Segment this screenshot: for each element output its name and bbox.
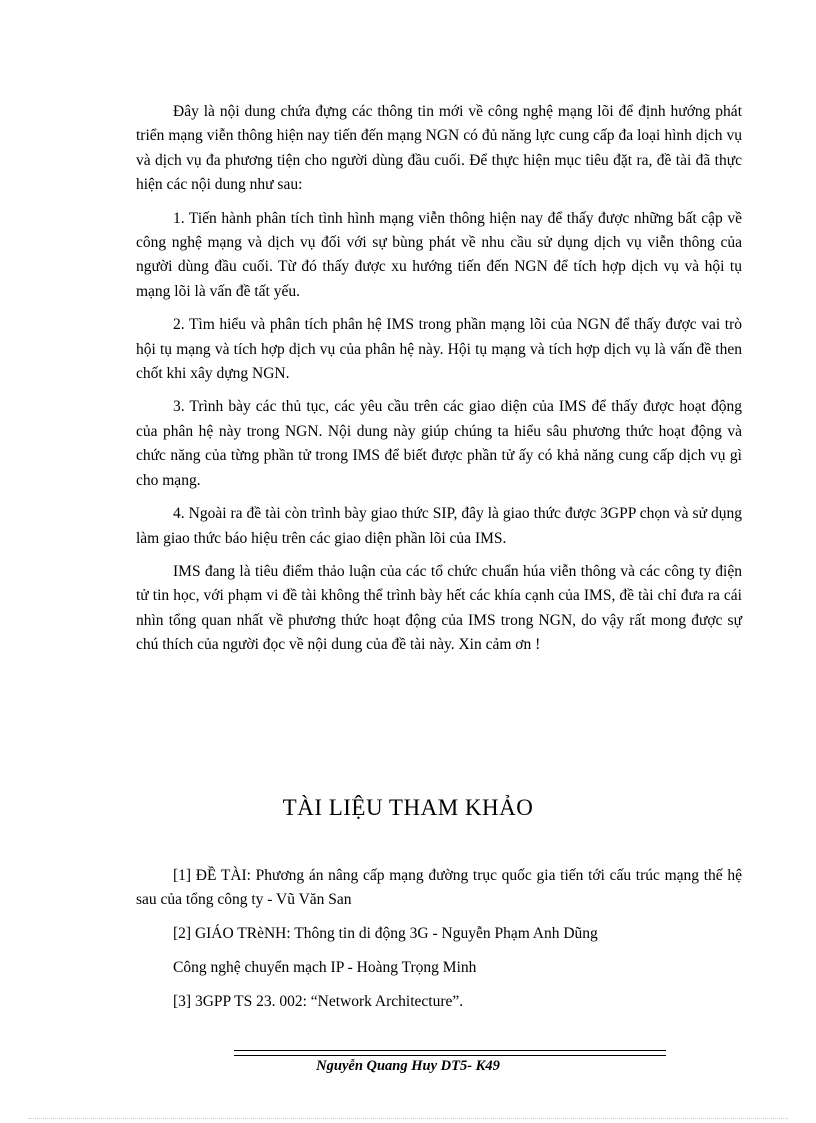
intro-paragraph: Đây là nội dung chứa đựng các thông tin mới về công nghệ mạng lõi để định hướng phát triển mạng viễn thông hiện nay tiến đến mạng NGN có đủ năng lực cung cấp đa loại hình dịch vụ và dịch vụ đa phương tiện cho người dùng đầu cuối. Để thực hiện mục tiêu đặt ra, đề tài đã thực hiện các nội dung như sau: (136, 103, 742, 194)
footer-divider (234, 1050, 666, 1056)
closing-paragraph: IMS đang là tiêu điểm thảo luận của các tổ chức chuẩn húa viễn thông và các công ty điện tử tin học, với phạm vi đề tài không thể trình bày hết các khía cạnh của IMS, đề tài chỉ đưa ra cái nhìn tổng quan nhất về phương thức hoạt động của IMS trong NGN, do vậy rất mong được sự chú thích của người đọc về nội dung của đề tài này. Xin cảm ơn ! (136, 562, 742, 654)
item-paragraph-1: 1. Tiến hành phân tích tình hình mạng viễn thông hiện nay để thấy được những bất cập về công nghệ mạng và dịch vụ đối với sự bùng phát về nhu cầu sử dụng dịch vụ viễn thông của người dùng đầu cuối. Từ đó thấy được xu hướng tiến đến NGN để tích hợp dịch vụ và hội tụ mạng lõi là vấn đề tất yếu. (136, 209, 742, 300)
item-paragraph-3: 3. Trình bày các thủ tục, các yêu cầu trên các giao diện của IMS để thấy được hoạt động của phân hệ này trong NGN. Nội dung này giúp chúng ta hiểu sâu phương thức hoạt động và chức năng của từng phần tử trong IMS để biết được phần tử ấy có khả năng cung cấp dịch vụ gì cho mạng. (136, 398, 742, 489)
references-heading: TÀI LIỆU THAM KHẢO (282, 795, 534, 820)
body-text (136, 100, 742, 667)
page-edge-line (28, 1118, 788, 1119)
reference-item: [2] GIÁO TRèNH: Thông tin di động 3G - Nguyễn Phạm Anh Dũng (173, 925, 598, 942)
references-list (136, 864, 742, 1024)
reference-item: [1] ĐỀ TÀI: Phương án nâng cấp mạng đường trục quốc gia tiến tới cấu trúc mạng thế hệ sau của tổng công ty - Vũ Văn San (136, 867, 742, 908)
footer-author: Nguyễn Quang Huy DT5- K49 (316, 1058, 500, 1074)
item-paragraph-2: 2. Tìm hiểu và phân tích phân hệ IMS trong phần mạng lõi của NGN để thấy được vai trò hội tụ mạng và tích hợp dịch vụ của phân hệ này. Hội tụ mạng và tích hợp dịch vụ là vấn đề then chốt khi xây dựng NGN. (136, 316, 742, 383)
reference-item: [3] 3GPP TS 23. 002: “Network Architecture”. (173, 993, 464, 1010)
reference-item: Công nghệ chuyển mạch IP - Hoàng Trọng Minh (173, 959, 477, 976)
item-paragraph-4: 4. Ngoài ra đề tài còn trình bày giao thức SIP, đây là giao thức được 3GPP chọn và sử dụng làm giao thức báo hiệu trên các giao diện phần lõi của IMS. (136, 505, 742, 547)
